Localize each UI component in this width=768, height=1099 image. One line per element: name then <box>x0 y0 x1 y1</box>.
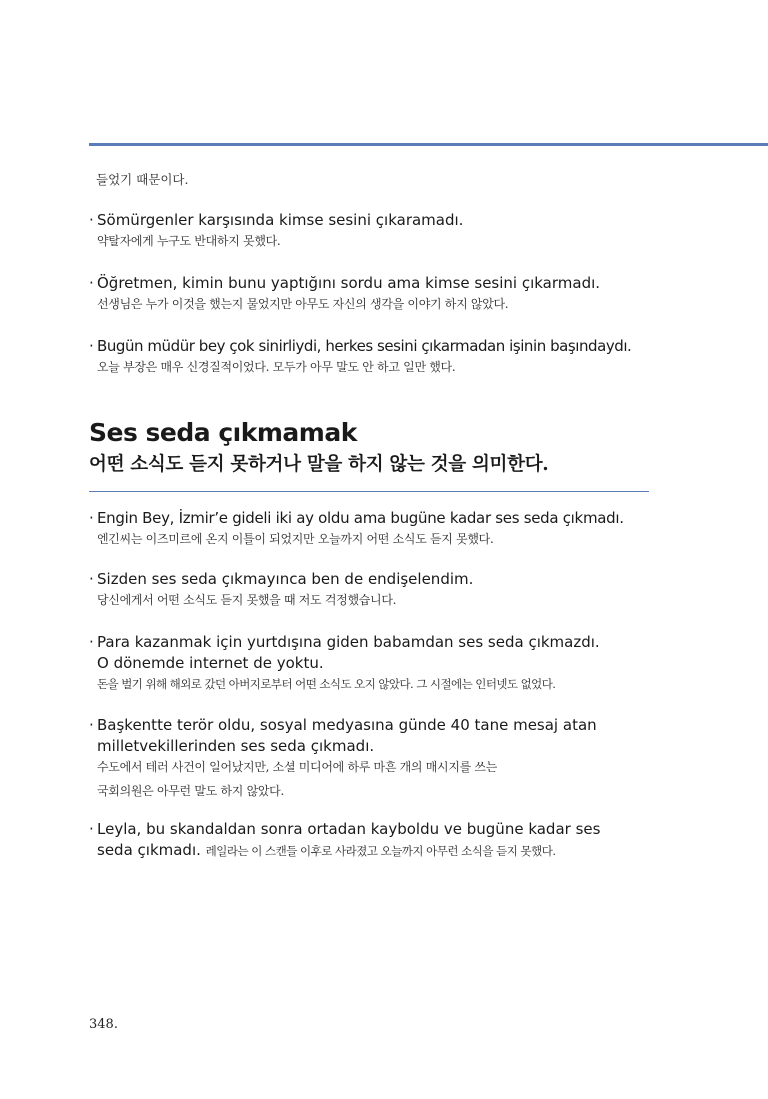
turkish-sentence-line1: Leyla, bu skandaldan sonra ortadan kayboldu ve bugüne kadar ses <box>97 820 601 838</box>
example-item <box>89 632 689 694</box>
section-subtitle: 어떤 소식도 듣지 못하거나 말을 하지 않는 것을 의미한다. <box>89 454 549 475</box>
example-item <box>89 508 689 549</box>
continuation-text: 들었기 때문이다. <box>96 172 189 187</box>
turkish-sentence: Bugün müdür bey çok sinirliydi, herkes sesini çıkarmadan işinin başındaydı. <box>97 337 632 355</box>
section-title: Ses seda çıkmamak <box>89 418 357 447</box>
turkish-sentence-line2: O dönemde internet de yoktu. <box>97 654 324 672</box>
header-rule <box>89 143 768 146</box>
example-item <box>89 210 669 251</box>
korean-translation: 약탈자에게 누구도 반대하지 못했다. <box>97 234 281 248</box>
turkish-sentence: Engin Bey, İzmir’e gideli iki ay oldu ama bugüne kadar ses seda çıkmadı. <box>97 509 624 527</box>
example-item <box>89 715 669 801</box>
page-number: 348. <box>89 1017 118 1032</box>
example-item <box>89 336 689 377</box>
korean-translation-line1: 수도에서 테러 사건이 일어났지만, 소셜 미디어에 하루 마흔 개의 매시지를 쓰는 <box>97 760 498 774</box>
bullet: · <box>89 337 94 355</box>
korean-translation: 돈을 벌기 위해 해외로 갔던 아버지로부터 어떤 소식도 오지 않았다. 그 시절에는 인터넷도 없었다. <box>97 677 556 691</box>
bullet: · <box>89 633 94 651</box>
example-item <box>89 819 689 862</box>
turkish-sentence-line2: seda çıkmadı. <box>97 841 201 859</box>
korean-translation-line2: 국회의원은 아무런 말도 하지 않았다. <box>97 784 284 798</box>
bullet: · <box>89 509 94 527</box>
turkish-sentence: Öğretmen, kimin bunu yaptığını sordu ama kimse sesini çıkarmadı. <box>97 274 601 292</box>
section-rule <box>89 491 649 492</box>
bullet: · <box>89 274 94 292</box>
korean-translation: 엔긴씨는 이즈미르에 온지 이틀이 되었지만 오늘까지 어떤 소식도 듣지 못했다. <box>97 532 494 546</box>
turkish-sentence-line2: milletvekillerinden ses seda çıkmadı. <box>97 737 375 755</box>
bullet: · <box>89 716 94 734</box>
example-item <box>89 569 669 610</box>
bullet: · <box>89 820 94 838</box>
korean-translation: 오늘 부장은 매우 신경질적이었다. 모두가 아무 말도 안 하고 일만 했다. <box>97 360 456 374</box>
korean-translation: 당신에게서 어떤 소식도 듣지 못했을 때 저도 걱정했습니다. <box>97 593 397 607</box>
turkish-sentence-line1: Başkentte terör oldu, sosyal medyasına günde 40 tane mesaj atan <box>97 716 597 734</box>
korean-translation: 선생님은 누가 이것을 했는지 물었지만 아무도 자신의 생각을 이야기 하지 않았다. <box>97 297 509 311</box>
bullet: · <box>89 211 94 229</box>
example-item <box>89 273 669 314</box>
turkish-sentence: Sömürgenler karşısında kimse sesini çıkaramadı. <box>97 211 464 229</box>
turkish-sentence-line1: Para kazanmak için yurtdışına giden babamdan ses seda çıkmazdı. <box>97 633 600 651</box>
turkish-sentence: Sizden ses seda çıkmayınca ben de endişelendim. <box>97 570 474 588</box>
bullet: · <box>89 570 94 588</box>
korean-translation: 레일라는 이 스캔들 이후로 사라졌고 오늘까지 아무런 소식을 듣지 못했다. <box>205 844 556 858</box>
